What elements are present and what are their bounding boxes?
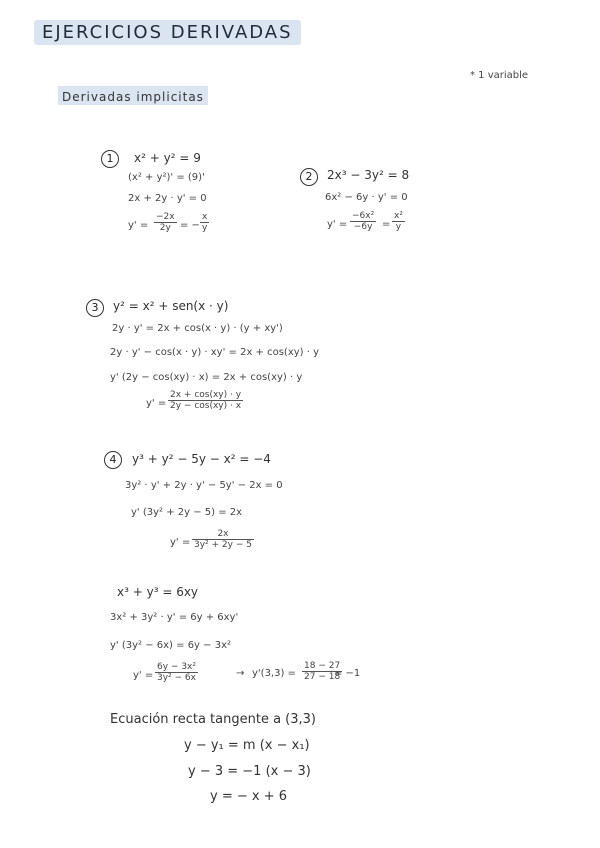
exercise-1-fraction-1 (154, 212, 177, 233)
tangent-line-2: y − 3 = −1 (x − 3) (188, 764, 311, 779)
exercise-5-fraction (155, 662, 198, 683)
fraction-numerator: 18 − 27 (304, 661, 341, 671)
exercise-2-line-2-middle: = (382, 219, 391, 230)
exercise-1-fraction-2 (200, 212, 209, 233)
exercise-5-evaluation-result: = −1 (334, 668, 361, 679)
exercise-4-number: 4 (104, 451, 122, 469)
fraction-numerator: 2x (192, 529, 254, 540)
exercise-3-line-1: 2y · y' = 2x + cos(x · y) · (y + xy') (112, 323, 283, 334)
exercise-4-line-3-prefix: y' = (170, 537, 191, 548)
exercise-3-fraction (168, 390, 243, 411)
exercise-5-line-3-prefix: y' = (133, 670, 154, 681)
page-subtitle: Derivadas implicitas (62, 90, 204, 104)
exercise-3-line-2: 2y · y' − cos(x · y) · xy' = 2x + cos(xy) · y (110, 347, 320, 358)
exercise-2-line-2-prefix: y' = (327, 219, 348, 230)
subtitle-highlight (58, 86, 208, 105)
fraction-numerator: x (202, 212, 208, 222)
exercise-3-line-4-prefix: y' = (146, 398, 167, 409)
exercise-1-line-3-prefix: y' = (128, 220, 149, 231)
fraction-denominator: y (202, 223, 208, 233)
exercise-4-fraction (192, 529, 254, 550)
exercise-1-line-3-middle: = − (180, 220, 200, 231)
fraction-numerator: −6x² (352, 211, 375, 221)
exercise-2-statement: 2x³ − 3y² = 8 (327, 168, 410, 182)
fraction-denominator: 3y² + 2y − 5 (194, 540, 252, 550)
page-title: EJERCICIOS DERIVADAS (42, 22, 293, 43)
exercise-4-statement: y³ + y² − 5y − x² = −4 (132, 452, 271, 466)
fraction-denominator: y (395, 222, 402, 232)
exercise-2-fraction-2 (392, 211, 405, 232)
title-highlight (34, 20, 301, 45)
exercise-3-line-3: y' (2y − cos(xy) · x) = 2x + cos(xy) · y (110, 372, 303, 383)
exercise-2-number: 2 (300, 168, 318, 186)
exercise-1-statement: x² + y² = 9 (134, 151, 201, 165)
variable-note: * 1 variable (470, 70, 529, 81)
exercise-1-number: 1 (101, 150, 119, 168)
tangent-line-1: y − y₁ = m (x − x₁) (184, 738, 310, 753)
exercise-3-statement: y² = x² + sen(x · y) (113, 299, 229, 313)
exercise-4-line-1: 3y² · y' + 2y · y' − 5y' − 2x = 0 (125, 480, 283, 491)
fraction-numerator: x² (394, 211, 403, 221)
fraction-denominator: 27 − 18 (304, 672, 341, 682)
exercise-1-line-2: 2x + 2y · y' = 0 (128, 193, 207, 204)
exercise-5-line-2: y' (3y² − 6x) = 6y − 3x² (110, 640, 231, 651)
exercise-2-line-1: 6x² − 6y · y' = 0 (325, 192, 408, 203)
fraction-denominator: 2y (159, 223, 171, 233)
exercise-1-line-1: (x² + y²)' = (9)' (128, 172, 205, 183)
tangent-heading: Ecuación recta tangente a (3,3) (110, 712, 316, 727)
fraction-denominator: 3y² − 6x (157, 673, 196, 683)
fraction-denominator: 2y − cos(xy) · x (170, 401, 242, 411)
fraction-numerator: 2x + cos(xy) · y (170, 390, 242, 400)
tangent-line-3: y = − x + 6 (210, 789, 287, 804)
fraction-numerator: 6y − 3x² (157, 662, 196, 672)
exercise-5-evaluation-prefix: y'(3,3) = (252, 668, 296, 679)
fraction-numerator: −2x (156, 212, 175, 222)
exercise-5-statement: x³ + y³ = 6xy (117, 585, 199, 599)
fraction-denominator: −6y (353, 222, 373, 232)
arrow-icon: → (236, 668, 245, 679)
exercise-2-fraction-1 (350, 211, 376, 232)
exercise-5-line-1: 3x² + 3y² · y' = 6y + 6xy' (110, 612, 239, 623)
exercise-3-number: 3 (86, 299, 104, 317)
exercise-4-line-2: y' (3y² + 2y − 5) = 2x (131, 507, 243, 518)
